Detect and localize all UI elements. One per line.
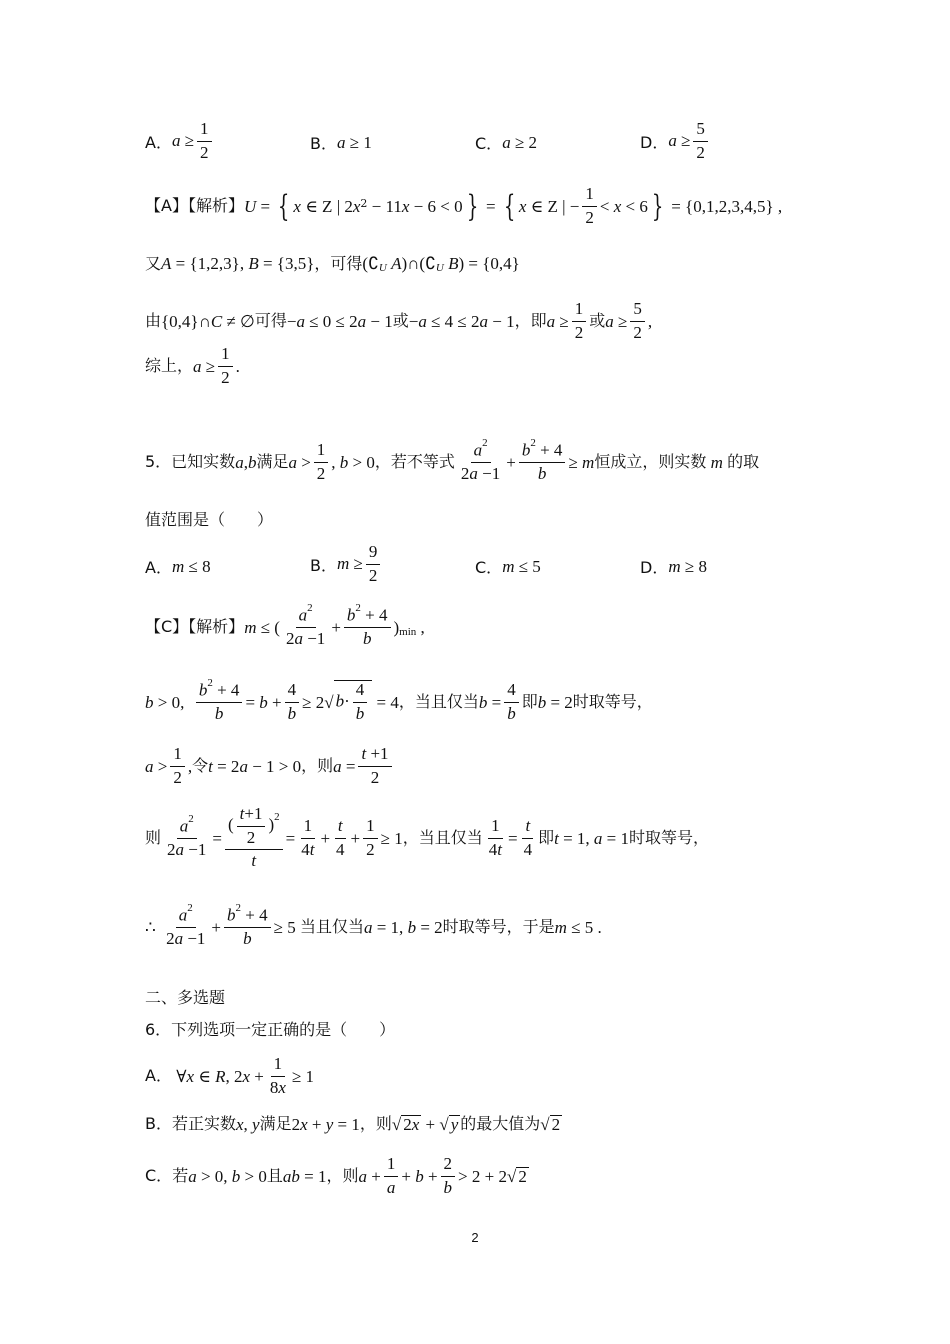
- q5-solution-line3: a > $\frac{1}{2}$ , 令 t = 2 a − 1 > 0 ，则 a = $\frac{t +1}{2}$: [145, 745, 395, 787]
- option-label: A．: [145, 132, 172, 152]
- q4-solution-line2: 又 A = {1,2,3}, B = {3,5} ，可得 (∁ U A )∩(∁ U B ) = {0,4}: [145, 253, 520, 274]
- text: 或: [392, 311, 409, 331]
- text: 的取: [727, 452, 760, 472]
- answer-tag: 【A】【解析】: [145, 196, 244, 216]
- text: 则: [145, 828, 162, 848]
- q5-solution-line2: b > 0, $\frac{b^2 + 4}{b}$ = b + $\frac{4}{b}$ ≥ 2 √ b· $\frac{4}{b}$ = 4 ，当且仅当 b = $\frac{4}{b}$ 即 b = 2 时取等号，: [145, 677, 653, 724]
- q5-solution-line4: 则 $\frac{a^2}{2a -1}$ = ( $\frac{t+1}{2}$ )$^2$ t = $\frac{1}{4t}$ + $\frac{t}{4}$ + $\frac{1}{2}$ ≥ 1 ，当且仅当 $\frac{1}{4t}$ = $\frac{t}{4}$ 即 t = 1, a = 1 时取等号，: [145, 804, 710, 871]
- option-label: C．: [475, 558, 503, 577]
- q5-stem-line2: [145, 512, 273, 528]
- option-label: D．: [640, 558, 669, 577]
- text: 时取等号，于是: [442, 917, 555, 937]
- answer-tag: 【C】【解析】: [145, 617, 245, 637]
- q5-solution-line1: 【C】【解析】 m ≤ ( $\frac{a^2}{2a -1}$ + $\frac{b^2 + 4}{b}$ ) min ,: [145, 602, 425, 649]
- option-label: B．: [310, 555, 337, 575]
- text: 可得: [254, 311, 287, 331]
- text: 5．已知实数: [145, 452, 236, 472]
- q6-stem: [145, 1022, 395, 1038]
- text: 二、多选题: [145, 988, 226, 1007]
- text: 时取等号，: [629, 828, 710, 848]
- q6-option-b: B． 若正实数 x , y 满足 2 x + y = 1 ，则 √ 2x + √ y 的最大值为 √ 2: [145, 1114, 561, 1134]
- text: 又: [145, 253, 162, 273]
- text: ，当且仅当: [398, 692, 479, 712]
- text: 且: [266, 1166, 283, 1186]
- text: 综上，: [145, 356, 194, 376]
- q4-option-d: D． a ≥ $\frac{5}{2}$: [640, 120, 711, 162]
- option-label: A．: [145, 1066, 172, 1086]
- option-label: C．: [475, 134, 503, 153]
- text: ，则: [301, 756, 334, 776]
- text: 恒成立，则实数: [594, 452, 707, 472]
- section-title: [145, 990, 225, 1006]
- q5-option-b: B． m ≥ $\frac{9}{2}$: [310, 543, 383, 585]
- text: 时取等号，: [572, 692, 653, 712]
- q5-option-c: C． m ≤ 5: [475, 556, 541, 577]
- text: ，当且仅当: [402, 828, 483, 848]
- option-label: D．: [640, 132, 669, 152]
- text: 即: [521, 692, 538, 712]
- text: 值范围是（ ）: [145, 510, 274, 529]
- q4-option-b: B． a ≥ 1: [310, 132, 372, 153]
- text: 当且仅当: [299, 917, 364, 937]
- text: 若: [172, 1166, 189, 1186]
- q4-option-c: C． a ≥ 2: [475, 132, 538, 153]
- text: 令: [192, 756, 209, 776]
- text: ，若不等式: [374, 452, 455, 472]
- text: ，可得: [314, 253, 363, 273]
- text: ，则: [359, 1114, 392, 1133]
- text: 由: [145, 311, 162, 331]
- option-label: B．: [145, 1114, 172, 1133]
- text: 即: [538, 828, 555, 848]
- q5-option-d: D． m ≥ 8: [640, 556, 707, 577]
- q5-option-a: A． m ≤ 8: [145, 556, 211, 577]
- text: 若正实数: [171, 1114, 236, 1133]
- text: 或: [589, 311, 606, 331]
- text: 6．下列选项一定正确的是（ ）: [145, 1020, 396, 1039]
- q6-option-c: C． 若 a > 0, b > 0 且 ab = 1 ，则 a + $\frac{1}{a}$ + b + $\frac{2}{b}$ > 2 + 2 √ 2: [145, 1154, 527, 1197]
- page-number: 2: [471, 1230, 479, 1245]
- text: ，则: [326, 1166, 359, 1186]
- text: 满足: [256, 452, 289, 472]
- option-label: C．: [145, 1166, 173, 1186]
- q4-solution-line4: 综上， a ≥ $\frac{1}{2}$ .: [145, 344, 240, 387]
- q4-solution-line3: 由 {0,4}∩ C ≠ ∅ 可得 − a ≤ 0 ≤ 2 a − 1 或 − a ≤ 4 ≤ 2 a − 1 ，即 a ≥ $\frac{1}{2}$ 或 a ≥ $\frac{5}{2}$ ,: [145, 299, 653, 342]
- q4-option-a: A． a ≥ $\frac{1}{2}$: [145, 120, 215, 162]
- text: 的最大值为: [460, 1114, 541, 1133]
- text: ，即: [514, 311, 547, 331]
- q6-option-a: A． ∀ x ∈ R , 2 x + $\frac{1}{8x}$ ≥ 1: [145, 1054, 315, 1097]
- q4-solution-line1: 【A】【解析】 U = { x ∈ Z | 2 x 2 − 11 x − 6 < 0 } = { x ∈ Z | − $\frac{1}{2}$ < x < 6 } = {0,1,2,3,4,5} ,: [145, 184, 783, 227]
- option-label: A．: [145, 558, 172, 577]
- option-label: B．: [310, 134, 337, 153]
- q5-solution-line5: ∴ $\frac{a^2}{2a -1}$ + $\frac{b^2 + 4}{b}$ ≥ 5 当且仅当 a = 1, b = 2 时取等号，于是 m ≤ 5 .: [145, 902, 602, 949]
- text: 满足: [259, 1114, 292, 1133]
- q5-stem: 5．已知实数 a , b 满足 a > $\frac{1}{2}$ , b > 0 ，若不等式 $\frac{a^2}{2a -1}$ + $\frac{b^2 + 4}{b}$ ≥ m 恒成立，则实数 m 的取: [145, 437, 760, 484]
